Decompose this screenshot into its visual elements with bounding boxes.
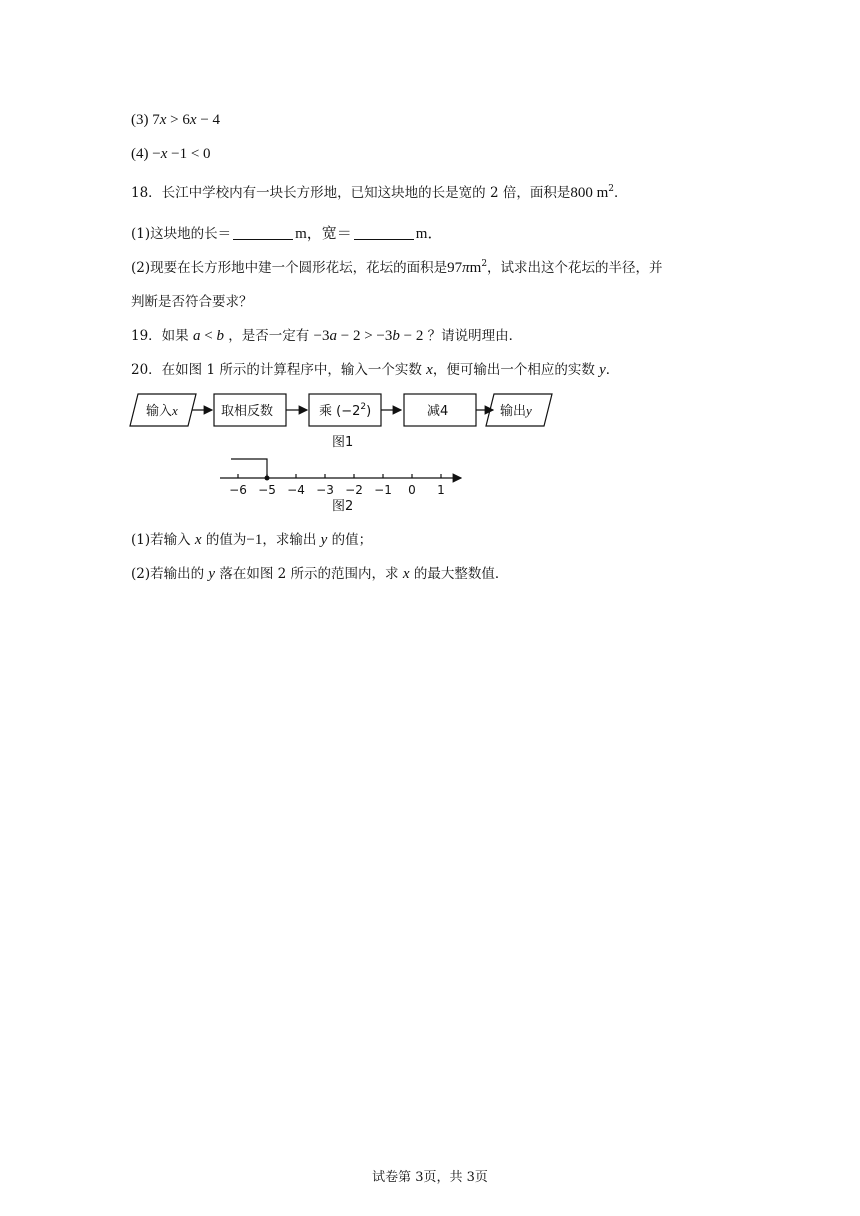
q19-ineq-part: − 2 > −3 — [337, 328, 393, 344]
q19-text-c: ？请说明理由． — [427, 328, 523, 344]
q18-stem-text: 18．长江中学校内有一块长方形地，已知这块地的长是宽的 2 倍，面积是 — [131, 185, 571, 201]
q18-area: 800 m — [570, 185, 609, 201]
fig1-negate-label: 取相反数 — [221, 404, 274, 419]
fig2-tick-label: −3 — [316, 483, 334, 497]
q20-var-x: x — [426, 362, 433, 378]
q19-ineq-part: − 2 — [399, 328, 424, 344]
q17-item3 — [131, 110, 220, 130]
fig1-output-label: 输出y — [500, 403, 532, 419]
q19-var-b: b — [216, 328, 224, 344]
fig1-multiply-label: 乘 $(-2^2)$ — [319, 402, 372, 419]
q18-length-blank[interactable] — [233, 225, 293, 240]
q20-part2-text-b: 落在如图 2 所示的范围内，求 — [219, 566, 399, 582]
q20-stem — [131, 360, 619, 380]
q17-item3-expr-var: x — [159, 112, 167, 128]
q18-part1-text: (1)这块地的长＝ — [131, 226, 232, 242]
q20-var-y: y — [599, 362, 606, 378]
q18-part2 — [131, 258, 663, 278]
q19 — [131, 326, 522, 346]
fig2-tick-label: −4 — [287, 483, 305, 497]
q18-part2-text-end: ，试求出这个花坛的半径，并 — [487, 260, 663, 276]
q17-item3-expr-var: x — [189, 112, 197, 128]
q18-part2-area: 97 — [447, 260, 463, 276]
fig1-input-label: 输入x — [146, 403, 178, 419]
q18-part2-exponent: 2 — [481, 259, 488, 269]
q18-part2-text: (2)现要在长方形地中建一个圆形花坛，花坛的面积是 — [131, 260, 448, 276]
q20-stem-a: 20．在如图 1 所示的计算程序中，输入一个实数 — [131, 362, 422, 378]
fig1-caption: 图1 — [332, 435, 354, 450]
fig2-caption: 图2 — [332, 499, 354, 514]
q20-part1-var-x: x — [194, 532, 202, 548]
q20-part2-text-a: (2)若输出的 — [131, 566, 205, 582]
q17-item4-expr-part: − — [152, 146, 161, 162]
q20-part1-text-c: ，求输出 — [262, 532, 317, 548]
q20-part1 — [131, 530, 372, 550]
q18-part1 — [131, 224, 442, 244]
q17-item4-label: (4) — [131, 146, 149, 162]
q19-text-b: ，是否一定有 — [228, 328, 310, 344]
q19-ineq-var: a — [329, 328, 338, 344]
q20-part2-text-c: 的最大整数值． — [413, 566, 509, 582]
q17-item4-expr-part: −1 < 0 — [167, 146, 211, 162]
q20-stem-c: ． — [605, 362, 620, 378]
fig2-tick-label: 0 — [408, 483, 416, 497]
q17-item4 — [131, 144, 211, 164]
fig2-tick-label: −6 — [229, 483, 247, 497]
q18-stem-end: ． — [614, 185, 628, 201]
q18-part1-unit1: m，宽＝ — [295, 226, 352, 242]
q19-var-a: a — [192, 328, 201, 344]
q20-part1-value: −1 — [246, 532, 263, 548]
q19-lt: < — [200, 328, 217, 344]
q18-stem — [131, 183, 628, 203]
q19-ineq-part: −3 — [313, 328, 330, 344]
fig2-region-line — [231, 459, 267, 478]
q20-part1-text-a: (1)若输入 — [131, 532, 191, 548]
q18-part2-pi: π — [462, 260, 470, 276]
q20-part2 — [131, 564, 508, 584]
q20-part2-var-y: y — [208, 566, 216, 582]
q19-ineq-var: b — [392, 328, 400, 344]
q17-item3-expr-part: − 4 — [196, 112, 221, 128]
q20-part1-var-y: y — [320, 532, 328, 548]
q17-item3-label: (3) — [131, 112, 149, 128]
q18-part2-line2: 判断是否符合要求？ — [131, 294, 253, 310]
fig1-subtract-label: 减4 — [427, 404, 449, 419]
q18-area-exponent: 2 — [608, 184, 615, 194]
page-footer: 试卷第 3页，共 3页 — [372, 1170, 488, 1185]
fig2-tick-label: 1 — [437, 483, 445, 497]
q17-item3-expr-part: > 6 — [166, 112, 190, 128]
q17-item3-expr-part: 7 — [152, 112, 160, 128]
fig2-tick-label: −1 — [374, 483, 392, 497]
fig1-flowchart — [130, 394, 552, 450]
fig2-tick-label: −5 — [258, 483, 276, 497]
q18-part2-unit: m — [469, 260, 482, 276]
q20-part1-text-d: 的值； — [331, 532, 373, 548]
q18-width-blank[interactable] — [354, 225, 414, 240]
q20-part1-text-b: 的值为 — [205, 532, 247, 548]
q20-part2-var-x: x — [402, 566, 410, 582]
q19-text-a: 19．如果 — [131, 328, 189, 344]
q18-part1-unit2: m． — [415, 226, 443, 242]
q20-stem-b: ，便可输出一个相应的实数 — [432, 362, 595, 378]
fig2-tick-label: −2 — [345, 483, 363, 497]
q20-figures — [128, 388, 568, 518]
q17-item4-expr-var: x — [160, 146, 168, 162]
fig2-number-line — [220, 459, 461, 514]
